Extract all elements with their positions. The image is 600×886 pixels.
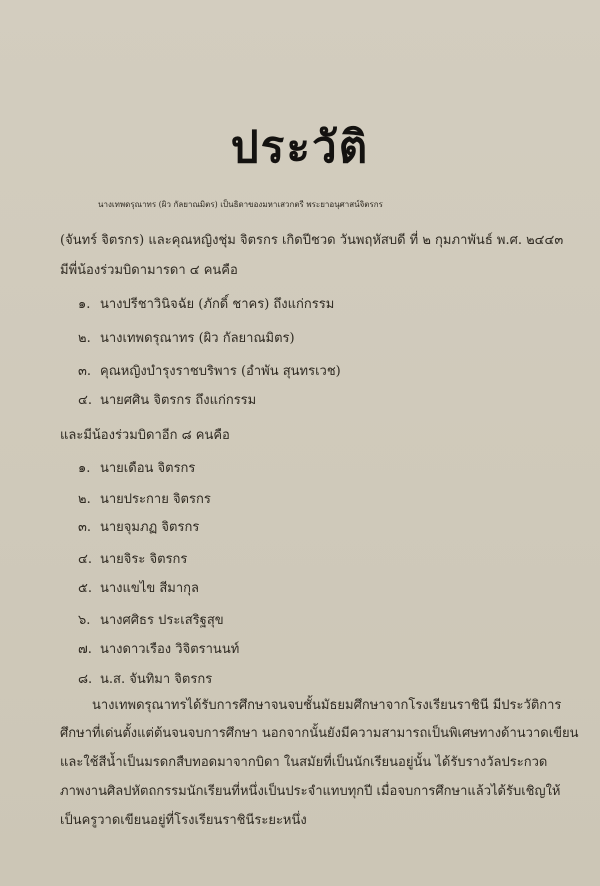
half-siblings-intro: และมีน้องร่วมบิดาอีก ๘ คนคือ [60, 428, 230, 443]
closing-line-2: ศึกษาที่เด่นตั้งแต่ต้นจนจบการศึกษา นอกจากนั้นยังมีความสามารถเป็นพิเศษทางด้านวาดเขียน [60, 726, 579, 741]
intro-line-1: นางเทพดรุณาทร (ผิว กัลยาณมิตร) เป็นธิดาของมหาเสวกตรี พระยาอนุศาสน์จิตรกร [98, 200, 383, 209]
list-text: นายเดือน จิตรกร [100, 461, 196, 476]
list-text: นางดาวเรือง วิจิตรานนท์ [100, 642, 240, 657]
list-number: ๒. [78, 331, 91, 346]
list-text: นางปรีชาวินิจฉัย (ภักดิ์ ชาคร) ถึงแก่กรรม [100, 297, 335, 312]
list-text: น.ส. จันทิมา จิตรกร [100, 672, 213, 687]
list-item [78, 389, 256, 410]
list-text: นายศศิน จิตรกร ถึงแก่กรรม [100, 393, 257, 408]
list-number: ๗. [78, 642, 92, 657]
closing-line-4: ภาพงานศิลปหัตถกรรมนักเรียนที่หนึ่งเป็นประจำแทบทุกปี เมื่อจบการศึกษาแล้วได้รับเชิญให้ [60, 784, 561, 799]
intro-line-3: มีพี่น้องร่วมบิดามารดา ๔ คนคือ [60, 263, 238, 278]
list-number: ๑. [78, 297, 91, 312]
list-item [78, 577, 199, 598]
list-item [78, 638, 239, 659]
list-number: ๑. [78, 461, 91, 476]
closing-line-1: นางเทพดรุณาทรได้รับการศึกษาจนจบชั้นมัธยมศึกษาจากโรงเรียนราชินี มีประวัติการ [92, 698, 562, 713]
list-text: นางเทพดรุณาทร (ผิว กัลยาณมิตร) [100, 331, 295, 346]
list-number: ๓. [78, 520, 92, 535]
closing-line-3: และใช้สีน้ำเป็นมรดกสืบทอดมาจากบิดา ในสมัยที่เป็นนักเรียนอยู่นั้น ได้รับรางวัลประกวด [60, 755, 548, 770]
list-number: ๘. [78, 672, 93, 687]
list-text: นายประกาย จิตรกร [100, 492, 211, 507]
list-item [78, 293, 334, 314]
list-item [78, 327, 295, 348]
page-title: ประวัติ [230, 122, 370, 173]
list-number: ๔. [78, 552, 92, 567]
list-item [78, 609, 224, 630]
closing-line-5: เป็นครูวาดเขียนอยู่ที่โรงเรียนราชินีระยะหนึ่ง [60, 813, 307, 828]
list-item [78, 457, 195, 478]
list-text: คุณหญิงบำรุงราชบริพาร (อำพัน สุนทรเวช) [100, 364, 341, 379]
list-number: ๒. [78, 492, 91, 507]
list-item [78, 488, 211, 509]
intro-line-2: (จันทร์ จิตรกร) และคุณหญิงชุ่ม จิตรกร เกิดปีชวด วันพฤหัสบดี ที่ ๒ กุมภาพันธ์ พ.ศ. ๒๔๔๓ [60, 233, 564, 248]
list-number: ๓. [78, 364, 92, 379]
list-item [78, 360, 341, 381]
list-text: นายจิระ จิตรกร [100, 552, 188, 567]
list-item [78, 548, 187, 569]
list-item [78, 516, 199, 537]
list-text: นางศศิธร ประเสริฐสุข [100, 613, 224, 628]
list-item [78, 668, 212, 689]
list-text: นางแขไข สีมากุล [100, 581, 199, 596]
list-number: ๖. [78, 613, 91, 628]
list-text: นายจุมภฏ จิตรกร [100, 520, 200, 535]
list-number: ๕. [78, 581, 92, 596]
list-number: ๔. [78, 393, 92, 408]
